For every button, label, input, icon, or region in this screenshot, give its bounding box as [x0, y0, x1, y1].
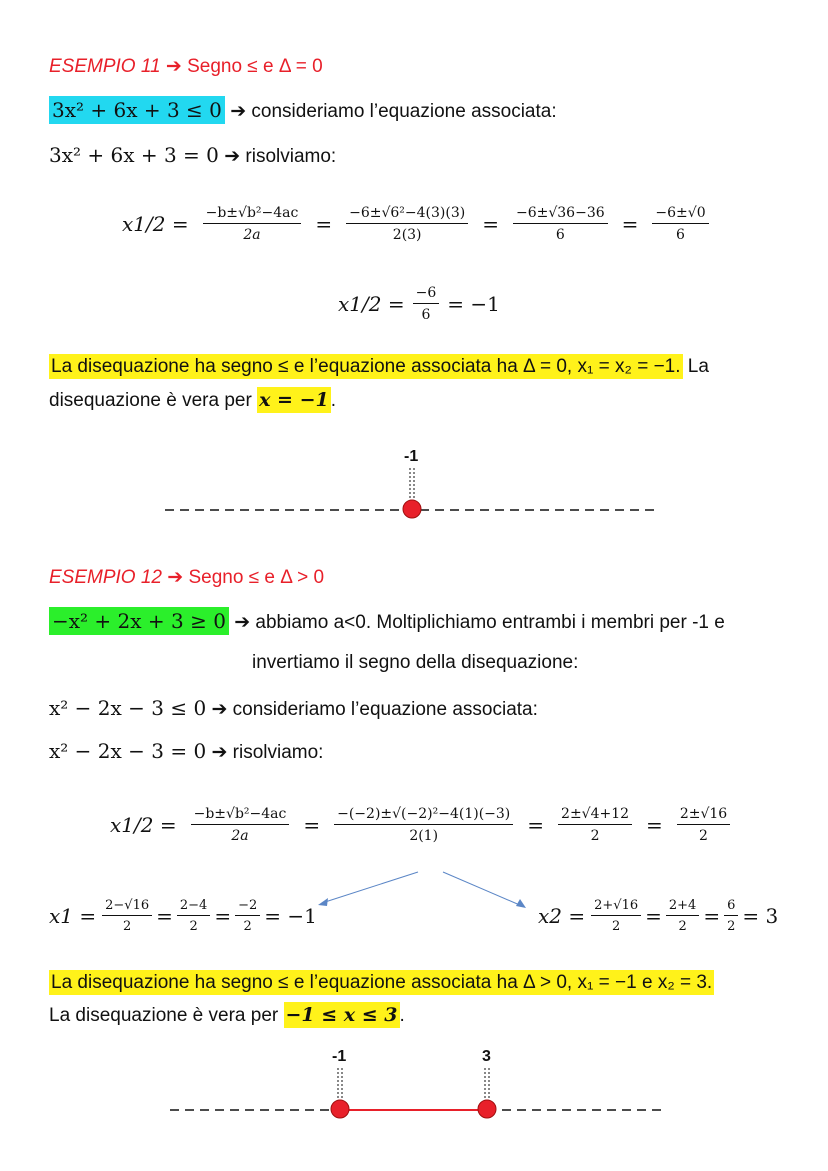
example11-formula: x1/2 = $\frac{\text{−b±√b²−4ac}}{2a}$ = $\frac{\text{−6±√6²−4(3)(3)}}{2(3)}$ = $\frac{-6\pm√36-36}{6}$ = $\frac{-6\pm√0}{6}$: [122, 205, 713, 243]
example12-frac-3: $\frac{2\pm√4+12}{2}$: [558, 806, 632, 844]
example11-frac-2: $\frac{\text{−6±√6²−4(3)(3)}}{2(3)}$: [346, 205, 468, 243]
example12-point-1: [331, 1100, 349, 1118]
example11-frac-1: $\frac{\text{−b±√b²−4ac}}{2a}$: [203, 205, 302, 243]
example12-inequality-line: −x² + 2x + 3 ≥ 0 ➔ abbiamo a<0. Moltiplichiamo entrambi i membri per -1 e: [49, 609, 725, 634]
example12-number-line: [170, 1068, 665, 1118]
example12-line-label-2: 3: [482, 1048, 491, 1065]
example12-x1: x1 = $\frac{2-√16}{2}$ = $\frac{2-4}{2}$ = $\frac{-2}{2}$ = −1: [49, 898, 317, 934]
example12-title: ESEMPIO 12 ➔ Segno ≤ e Δ > 0: [49, 567, 325, 588]
example11-equation-line: 3x² + 6x + 3 = 0 ➔ risolviamo:: [49, 143, 337, 167]
example11-inequality-note: consideriamo l’equazione associata:: [251, 101, 557, 122]
example12-inequality: −x² + 2x + 3 ≥ 0: [49, 607, 229, 635]
example11-inequality-line: 3x² + 6x + 3 ≤ 0 ➔ consideriamo l’equazione associata:: [49, 98, 557, 123]
example12-frac-1: $\frac{\text{−b±√b²−4ac}}{2a}$: [191, 806, 290, 844]
example12-inequality-note: abbiamo a<0. Moltiplichiamo entrambi i membri per -1 e: [255, 612, 725, 633]
example11-conclusion-line2: disequazione è vera per x = −1 .: [49, 389, 336, 411]
example12-equation: x² − 2x − 3 = 0: [49, 739, 207, 763]
example12-inequality-note2: invertiamo il segno della disequazione:: [252, 652, 579, 673]
example12-x2: x2 = $\frac{2+√16}{2}$ = $\frac{2+4}{2}$ = $\frac{6}{2}$ = 3: [538, 898, 779, 934]
example12-inequality2: x² − 2x − 3 ≤ 0: [49, 696, 207, 720]
example11-line-label: -1: [404, 448, 419, 465]
example11-inequality: 3x² + 6x + 3 ≤ 0: [49, 96, 225, 124]
example11-equation-note: risolviamo:: [245, 146, 337, 167]
example12-frac-4: $\frac{2\pm√16}{2}$: [677, 806, 730, 844]
example11-formula-lhs: x1/2 =: [122, 212, 189, 236]
example11-conclusion-line1: La disequazione ha segno ≤ e l’equazione associata ha Δ = 0, x₁ = x₂ = −1. La: [51, 356, 709, 377]
example12-line-label-1: -1: [332, 1048, 347, 1065]
example11-title: ESEMPIO 11 ➔ Segno ≤ e Δ = 0: [49, 56, 323, 77]
example12-conclusion-line1: [49, 972, 714, 994]
example12-formula: x1/2 = $\frac{\text{−b±√b²−4ac}}{2a}$ = $\frac{\text{−(−2)±√(−2)²−4(1)(−3)}}{2(1)}$ = $\frac{2\pm√4+12}{2}$ = $\frac{2\pm√16}{2}$: [110, 806, 734, 844]
example12-conclusion-line2: La disequazione è vera per −1 ≤ x ≤ 3 .: [49, 1004, 405, 1026]
example12-inequality2-line: x² − 2x − 3 ≤ 0 ➔ consideriamo l’equazione associata:: [49, 696, 538, 720]
example12-frac-2: $\frac{\text{−(−2)±√(−2)²−4(1)(−3)}}{2(1)}$: [334, 806, 513, 844]
example12-point-2: [478, 1100, 496, 1118]
example12-equation-line: x² − 2x − 3 = 0 ➔ risolviamo:: [49, 739, 324, 763]
example11-number-line: [165, 468, 660, 518]
example12-conclusion: La disequazione ha segno ≤ e l’equazione associata ha Δ > 0, x₁ = −1 e x₂ = 3.: [51, 972, 713, 993]
example11-conclusion: La disequazione ha segno ≤ e l’equazione associata ha Δ = 0, x₁ = x₂ = −1.: [51, 356, 681, 377]
example11-frac-3: $\frac{-6\pm√36-36}{6}$: [513, 205, 608, 243]
example12-arrows: [318, 872, 526, 908]
example11-point: [403, 500, 421, 518]
example11-frac-4: $\frac{-6\pm√0}{6}$: [652, 205, 708, 243]
example12-solution: −1 ≤ x ≤ 3: [285, 1004, 398, 1026]
example11-solution: x = −1: [259, 389, 329, 411]
example11-equation: 3x² + 6x + 3 = 0: [49, 143, 219, 167]
example11-result: x1/2 = $\frac{-6}{6}$ = −1: [338, 285, 500, 323]
